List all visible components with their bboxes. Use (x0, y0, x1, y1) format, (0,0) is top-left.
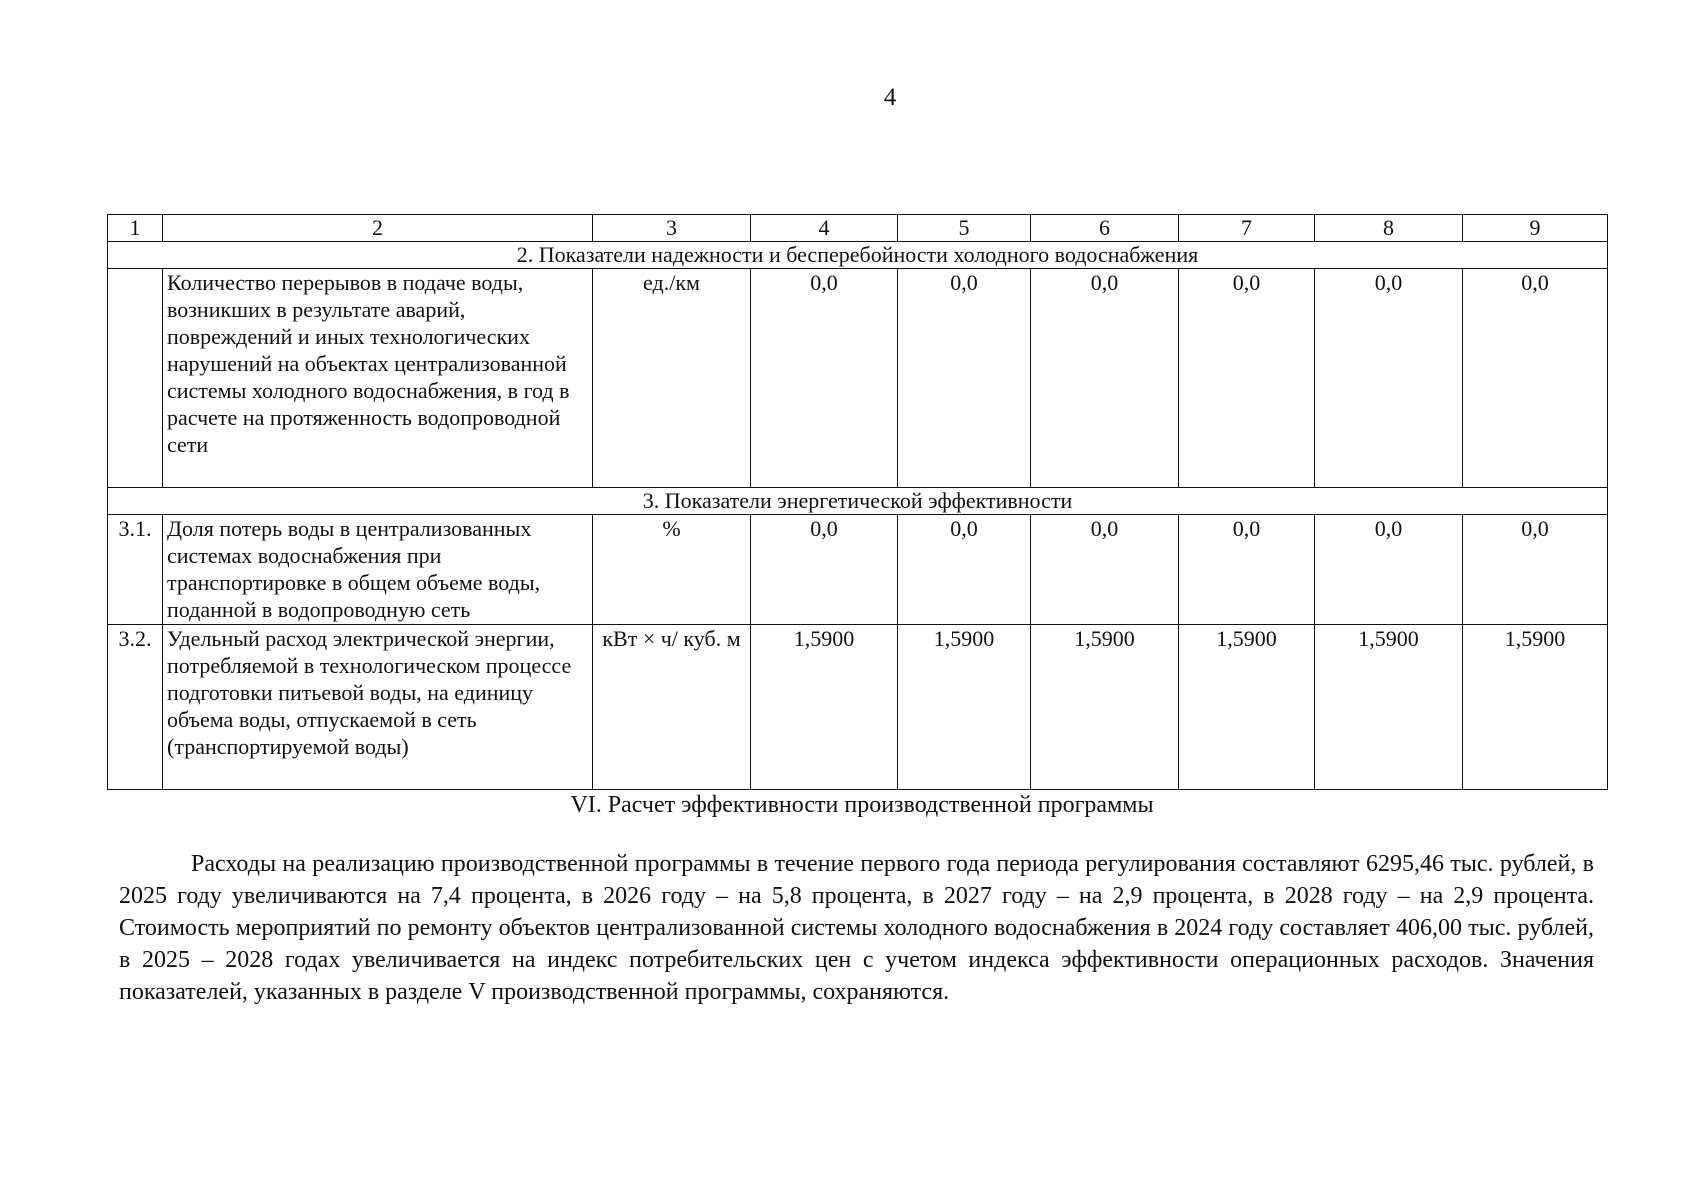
table-row (108, 625, 1608, 790)
row-description: Доля потерь воды в централизованных системах водоснабжения при транспортировке в общем объеме воды, поданной в водопроводную сеть (163, 515, 593, 625)
row-number (108, 269, 163, 488)
value-cell: 1,5900 (1463, 625, 1608, 790)
table-row (108, 269, 1608, 488)
value-cell: 1,5900 (898, 625, 1031, 790)
header-cell: 3 (593, 215, 751, 242)
section-6-heading: VI. Расчет эффективности производственной программы (570, 792, 1154, 818)
value-cell: 0,0 (751, 515, 898, 625)
row-description: Удельный расход электрической энергии, потребляемой в технологическом процессе подготовки питьевой воды, на единицу объема воды, отпускаемой в сеть (транспортируемой воды) (163, 625, 593, 790)
row-number: 3.1. (108, 515, 163, 625)
page-number: 4 (883, 84, 897, 111)
value-cell: 0,0 (751, 269, 898, 488)
header-cell: 8 (1315, 215, 1463, 242)
section-2-title: 2. Показатели надежности и бесперебойности холодного водоснабжения (108, 242, 1608, 269)
row-unit: кВт × ч/ куб. м (593, 625, 751, 790)
value-cell: 0,0 (1463, 269, 1608, 488)
row-unit: ед./км (593, 269, 751, 488)
value-cell: 0,0 (1031, 515, 1179, 625)
header-cell: 7 (1179, 215, 1315, 242)
section-3-title: 3. Показатели энергетической эффективности (108, 488, 1608, 515)
table-header-row (108, 215, 1608, 242)
header-cell: 9 (1463, 215, 1608, 242)
row-number: 3.2. (108, 625, 163, 790)
value-cell: 1,5900 (1031, 625, 1179, 790)
value-cell: 0,0 (1315, 515, 1463, 625)
value-cell: 1,5900 (1315, 625, 1463, 790)
value-cell: 0,0 (1315, 269, 1463, 488)
row-description: Количество перерывов в подаче воды, возникших в результате аварий, повреждений и иных технологических нарушений на объектах централизованной системы холодного водоснабжения, в год в расчете на протяженность водопроводной сети (163, 269, 593, 488)
header-cell: 4 (751, 215, 898, 242)
value-cell: 1,5900 (1179, 625, 1315, 790)
value-cell: 0,0 (1179, 269, 1315, 488)
value-cell: 0,0 (1463, 515, 1608, 625)
section-title-row (108, 242, 1608, 269)
indicators-table (107, 214, 1608, 790)
header-cell: 1 (108, 215, 163, 242)
header-cell: 2 (163, 215, 593, 242)
section-title-row (108, 488, 1608, 515)
table-row (108, 515, 1608, 625)
value-cell: 1,5900 (751, 625, 898, 790)
header-cell: 6 (1031, 215, 1179, 242)
value-cell: 0,0 (1031, 269, 1179, 488)
value-cell: 0,0 (898, 515, 1031, 625)
row-unit: % (593, 515, 751, 625)
section-6-paragraph: Расходы на реализацию производственной программы в течение первого года периода регулирования составляют 6295,46 тыс. рублей, в 2025 году увеличиваются на 7,4 процента, в 2026 году – на 5,8 процента, в 2027 году – на 2,9 процента, в 2028 году – на 2,9 процента. Стоимость мероприятий по ремонту объектов централизованной системы холодного водоснабжения в 2024 году составляет 406,00 тыс. рублей, в 2025 – 2028 годах увеличивается на индекс потребительских цен с учетом индекса эффективности операционных расходов. Значения показателей, указанных в разделе V производственной программы, сохраняются. (119, 851, 1594, 1005)
header-cell: 5 (898, 215, 1031, 242)
value-cell: 0,0 (898, 269, 1031, 488)
value-cell: 0,0 (1179, 515, 1315, 625)
